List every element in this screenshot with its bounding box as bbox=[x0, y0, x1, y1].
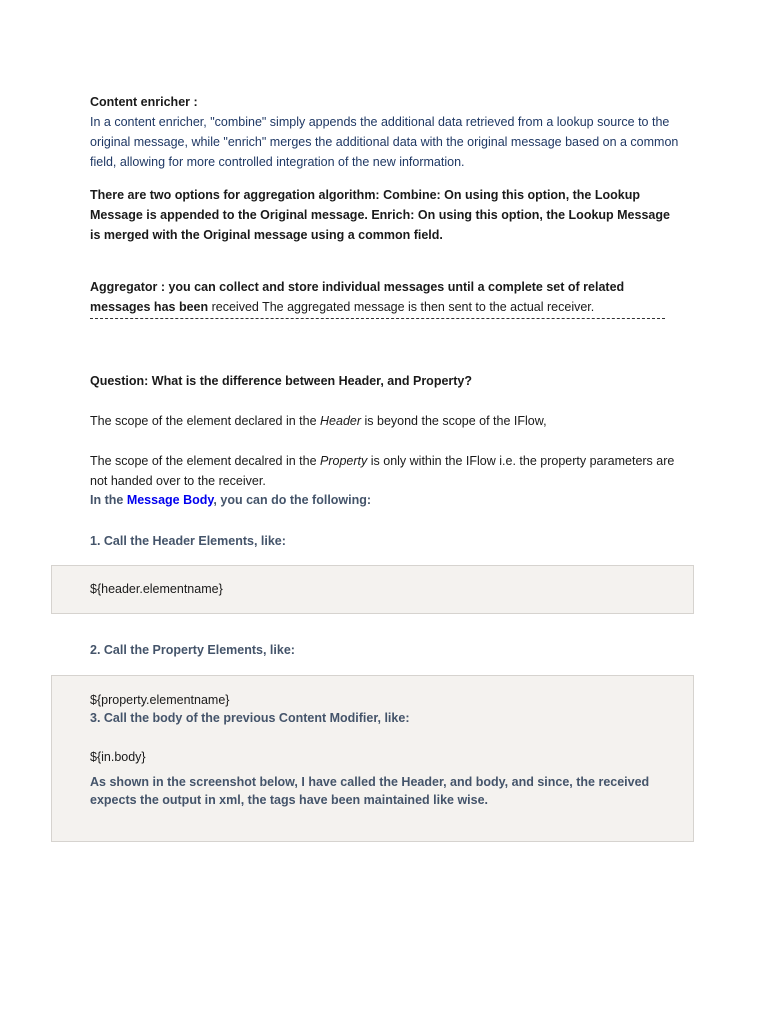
header-scope-emphasis: Header bbox=[320, 414, 362, 428]
header-scope-suffix: is beyond the scope of the IFlow, bbox=[361, 414, 547, 428]
aggregator-paragraph bbox=[90, 277, 682, 317]
header-scope-prefix: The scope of the element declared in the bbox=[90, 414, 321, 428]
aggregator-normal-text: received The aggregated message is then sent to the actual receiver. bbox=[208, 300, 595, 314]
screenshot-note: As shown in the screenshot below, I have called the Header, and body, and since, the received expects the output in xml, the tags have been maintained like wise. bbox=[90, 775, 650, 807]
step-3-heading: 3. Call the body of the previous Content Modifier, like: bbox=[90, 711, 410, 725]
code-property-elementname: ${property.elementname} bbox=[90, 693, 230, 707]
property-scope-suffix: is only within the IFlow i.e. the property parameters are not handed over to the receiver. bbox=[90, 454, 675, 488]
header-scope-paragraph bbox=[90, 411, 690, 431]
code-header-elementname: ${header.elementname} bbox=[90, 582, 223, 596]
code-box-header bbox=[51, 565, 694, 614]
question-heading: Question: What is the difference between Header, and Property? bbox=[90, 374, 473, 388]
message-body-intro bbox=[90, 490, 690, 510]
message-body-prefix: In the bbox=[90, 493, 127, 507]
aggregator-bold-text: Aggregator : you can collect and store individual messages until a complete set of related messages has been bbox=[90, 280, 625, 314]
dashed-divider bbox=[90, 318, 665, 319]
message-body-suffix: , you can do the following: bbox=[213, 493, 372, 507]
enricher-heading: Content enricher : bbox=[90, 95, 198, 109]
property-scope-paragraph bbox=[90, 451, 682, 491]
code-box-property bbox=[51, 675, 694, 842]
message-body-link[interactable]: Message Body bbox=[126, 493, 214, 507]
code-in-body: ${in.body} bbox=[90, 750, 146, 764]
step-2-heading: 2. Call the Property Elements, like: bbox=[90, 643, 295, 657]
property-scope-prefix: The scope of the element decalred in the bbox=[90, 454, 321, 468]
enricher-description: In a content enricher, "combine" simply appends the additional data retrieved from a lookup source to the original message, while "enrich" merges the additional data with the original message based on a common field, allowing for more controlled integration of the new information. bbox=[90, 115, 679, 169]
step-1-heading: 1. Call the Header Elements, like: bbox=[90, 534, 286, 548]
property-scope-emphasis: Property bbox=[320, 454, 368, 468]
aggregation-options-paragraph: There are two options for aggregation algorithm: Combine: On using this option, the Lookup Message is appended to the Original message. Enrich: On using this option, the Lookup Message is merged with the Original message using a common field. bbox=[90, 188, 670, 242]
